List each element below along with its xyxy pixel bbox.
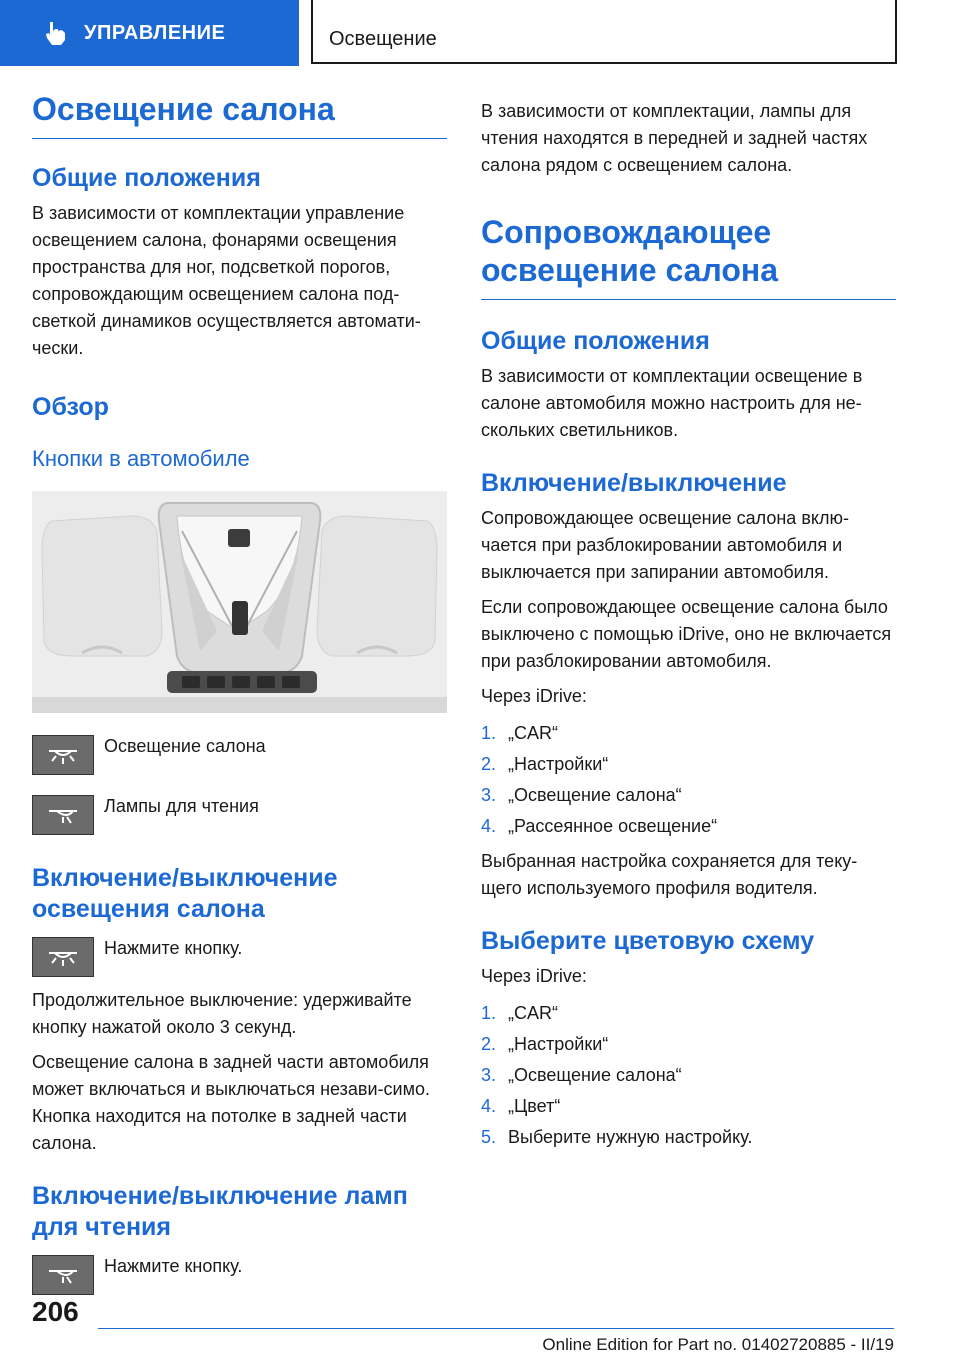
ambient-toggle-heading: Включение/выключение bbox=[481, 469, 787, 497]
section-tab-label: УПРАВЛЕНИЕ bbox=[84, 21, 226, 44]
list-item: 3. „Освещение салона“ bbox=[481, 785, 682, 805]
interior-light-icon bbox=[43, 743, 83, 767]
press-button-text-2: Нажмите кнопку. bbox=[104, 1256, 243, 1276]
interior-light-button-row bbox=[32, 735, 447, 775]
toggle-reading-heading: Включение/выключение ламп для чтения bbox=[32, 1182, 408, 1241]
rear-lighting-text: Освещение салона в задней части автомобиля может включаться и выключаться незави-симо. Кнопка находится на потолке в задней части салона. bbox=[32, 1052, 430, 1153]
buttons-heading: Кнопки в автомобиле bbox=[32, 446, 250, 471]
interior-light-button[interactable] bbox=[32, 735, 94, 775]
ambient-toggle-text-2: Если сопровождающее освещение салона было выключено с помощью iDrive, оно не включается при разблокировании автомобиля. bbox=[481, 597, 892, 671]
right-column bbox=[481, 98, 896, 1153]
ceiling-console-photo bbox=[32, 491, 447, 713]
via-idrive-label-2: Через iDrive: bbox=[481, 966, 587, 986]
color-steps-list bbox=[481, 998, 896, 1153]
ambient-toggle-text-1: Сопровождающее освещение салона вклю-чается при разблокировании автомобиля и выключается при запирании автомобиля. bbox=[481, 508, 849, 582]
interior-light-icon bbox=[43, 945, 83, 969]
reading-light-icon bbox=[43, 1263, 83, 1287]
ambient-general-heading: Общие положения bbox=[481, 327, 710, 355]
reading-light-icon bbox=[43, 803, 83, 827]
ambient-steps-list bbox=[481, 718, 896, 842]
list-item: 2. „Настройки“ bbox=[481, 754, 609, 774]
ambient-lighting-title: Сопровождающее освещение салона bbox=[481, 213, 896, 300]
section-tab[interactable] bbox=[0, 0, 299, 66]
general-heading: Общие положения bbox=[32, 164, 261, 192]
via-idrive-label: Через iDrive: bbox=[481, 686, 587, 706]
long-press-text: Продолжительное выключение: удерживайте кнопку нажатой около 3 секунд. bbox=[32, 990, 412, 1037]
page-number: 206 bbox=[32, 1296, 79, 1327]
list-item: 5. Выберите нужную настройку. bbox=[481, 1127, 753, 1147]
toggle-interior-heading: Включение/выключение освещения салона bbox=[32, 864, 338, 923]
list-item: 1. „CAR“ bbox=[481, 1003, 558, 1023]
footer-divider bbox=[98, 1328, 894, 1329]
toggle-interior-row bbox=[32, 937, 447, 977]
interior-light-button-2[interactable] bbox=[32, 937, 94, 977]
interior-light-label: Освещение салона bbox=[104, 736, 266, 756]
reading-lamps-text: В зависимости от комплектации, лампы для чтения находятся в передней и задней частях салона рядом с освещением салона. bbox=[481, 101, 868, 175]
list-item: 3. „Освещение салона“ bbox=[481, 1065, 682, 1085]
setting-saved-text: Выбранная настройка сохраняется для теку-щего используемого профиля водителя. bbox=[481, 851, 858, 898]
ambient-general-text: В зависимости от комплектации освещение в салоне автомобиля можно настроить для не-скольких светильников. bbox=[481, 366, 863, 440]
reading-light-button-row bbox=[32, 795, 447, 835]
list-item: 4. „Цвет“ bbox=[481, 1096, 561, 1116]
chapter-header bbox=[311, 0, 897, 64]
list-item: 4. „Рассеянное освещение“ bbox=[481, 816, 718, 836]
overview-heading: Обзор bbox=[32, 393, 109, 421]
ceiling-console-illustration bbox=[32, 491, 447, 713]
reading-light-label: Лампы для чтения bbox=[104, 796, 259, 816]
list-item: 1. „CAR“ bbox=[481, 723, 558, 743]
footer-edition: Online Edition for Part no. 01402720885 - II/19 bbox=[542, 1335, 894, 1354]
hand-pointer-icon bbox=[40, 18, 70, 48]
toggle-reading-row bbox=[32, 1255, 447, 1295]
chapter-title: Освещение bbox=[329, 28, 437, 50]
interior-lighting-title: Освещение салона bbox=[32, 90, 447, 139]
general-text: В зависимости от комплектации управление освещением салона, фонарями освещения пространства для ног, подсветкой порогов, сопровождающим освещением салона под-светкой динамиков осуществляется автомати-чески. bbox=[32, 203, 421, 358]
reading-light-button-2[interactable] bbox=[32, 1255, 94, 1295]
reading-light-button[interactable] bbox=[32, 795, 94, 835]
color-scheme-heading: Выберите цветовую схему bbox=[481, 927, 815, 955]
press-button-text: Нажмите кнопку. bbox=[104, 938, 243, 958]
left-column bbox=[32, 90, 447, 1295]
list-item: 2. „Настройки“ bbox=[481, 1034, 609, 1054]
